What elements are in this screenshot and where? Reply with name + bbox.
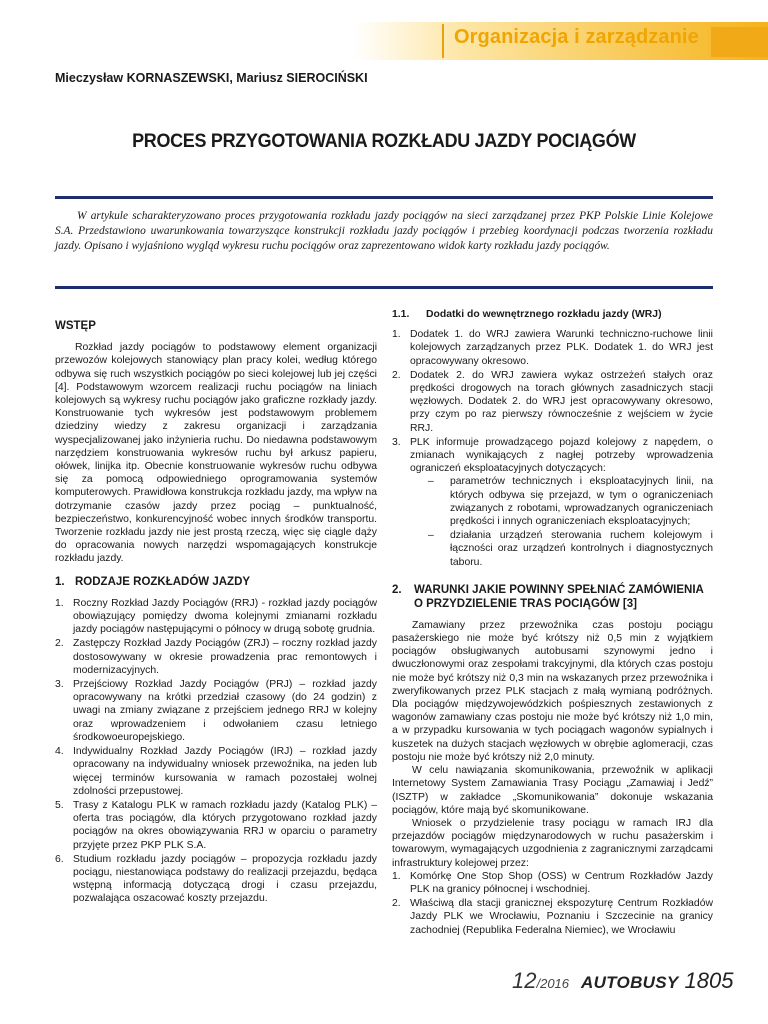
list-item <box>392 328 713 368</box>
section2-heading <box>392 583 713 611</box>
list-text: Przejściowy Rozkład Jazdy Pociągów (PRJ) – rozkład jazdy opracowywany na krótki przedział czasowy (do 24 godzin) z uwagi na zmiany związane z przejściem jednego RRJ w kolejny oraz wprowadzeniem i odwołaniem czasu letniego środkowoeuropejskiego. <box>73 679 377 743</box>
intro-heading: WSTĘP <box>55 320 96 332</box>
list-number: 1. <box>392 329 401 341</box>
right-column <box>392 308 713 938</box>
list-text: Roczny Rozkład Jazdy Pociągów (RRJ) - rozkład jazdy pociągów obowiązujący pomiędzy dwoma kolejnymi zmianami rozkładu jazdy pociągów następującymi o północy w drugą sobotę grudnia. <box>73 597 377 636</box>
issue-year: /2016 <box>536 976 570 991</box>
oss-list <box>392 870 713 937</box>
dash-text: działania urządzeń sterowania ruchem kolejowym i łączności oraz urządzeń kontrolnych i diagnostycznych taboru. <box>450 530 713 568</box>
body-paragraph: W celu nawiązania skomunikowania, przewoźnik w aplikacji Internetowy System Zamawiania Trasy Pociągu „Zamawiaj i Jedź” (ISZTP) w zakładce „Skomunikowania” dokonuje wskazania pociągów, które mają być skomunikowane. <box>392 765 713 816</box>
section-title: Organizacja i zarządzanie <box>454 26 699 48</box>
dash-item <box>428 475 713 528</box>
abstract-top-rule <box>55 196 713 199</box>
list-number: 1. <box>392 870 401 882</box>
list-number: 3. <box>55 679 64 691</box>
schedule-types-list <box>55 597 377 906</box>
dash-marker: – <box>428 476 434 488</box>
list-number: 2. <box>55 638 64 650</box>
article-title: PROCES PRZYGOTOWANIA ROZKŁADU JAZDY POCIĄGÓW <box>132 130 636 152</box>
issue-number: 12 <box>512 968 537 993</box>
list-item <box>392 369 713 435</box>
abstract-bottom-rule <box>55 286 713 289</box>
abstract: W artykule scharakteryzowano proces przygotowania rozkładu jazdy pociągów na sieci zarządzanej przez PKP Polskie Linie Kolejowe S.A. Przedstawiono uwarunkowania towarzyszące konstrukcji rozkładu jazdy pociągów i przebieg koordynacji podczas tworzenia rozkładu jazdy. Opisano i wyjaśniono wygląd wykresu ruchu pociągów oraz zaprezentowano widok karty rozkładu jazdy pociągów. <box>55 210 713 252</box>
section2-number: 2. <box>392 583 402 596</box>
restrictions-list <box>410 475 713 568</box>
list-text: Indywidualny Rozkład Jazdy Pociągów (IRJ) – rozkład jazdy opracowany na indywidualny wniosek przewoźnika, na jeden lub więcej terminów kursowania w ramach pozostałej wolnej zdolności przepustowej. <box>73 746 377 797</box>
list-item <box>55 745 377 798</box>
magazine-name: AUTOBUSY <box>581 973 679 992</box>
list-number: 1. <box>55 597 64 609</box>
subsection-number: 1.1. <box>392 309 410 320</box>
intro-paragraph: Rozkład jazdy pociągów to podstawowy element organizacji przewozów kolejowych stanowiący plan pracy kolei, według którego odbywa się ruch wszystkich pociągów po sieci kolejowej lub jej części [4]. Podstawowym wzorcem realizacji ruchu pociągów na liniach kolejowych są wykresy ruchu pociągów jako graficzne rozkłady jazdy. Konstruowanie tych wykresów jest podstawowym problemem dziedziny wiedzy z zakresu organizacji i zarządzania wyspecjalizowanej jako inżynieria ruchu. Do niedawna podstawowym narzędziem konstruowania wykresów ruchu był arkusz papieru, ołówek, linijka itp. Obecnie konstruowanie wykresów ruchu odbywa się za pomocą odpowiedniego oprogramowania systemów komputerowych. Prawidłowa konstrukcja rozkładu jazdy, ma wpływ na dotrzymanie czasów jazdy przez pociąg – punktualność, bezpieczeństwo, konkurencyjność wobec innych środków transportu. Tworzenie rozkładu jazdy nie jest prostą rzeczą, więc się ciągle dąży do opracowania nowych narzędzi wspomagających konstrukcje rozkładu jazdy. <box>55 342 377 565</box>
section2-title: WARUNKI JAKIE POWINNY SPEŁNIAĆ ZAMÓWIENIA O PRZYDZIELENIE TRAS POCIĄGÓW [3] <box>414 583 704 610</box>
section1-number: 1. <box>55 575 65 588</box>
list-number: 2. <box>392 898 401 910</box>
appendices-list <box>392 328 713 569</box>
list-text: Komórkę One Stop Shop (OSS) w Centrum Rozkładów Jazdy PLK na granicy północnej i wschodniej. <box>410 870 713 895</box>
body-paragraph: Zamawiany przez przewoźnika czas postoju pociągu pasażerskiego nie może być krótszy niż 0,5 min z wyjątkiem pociągów obsługiwanych autobusami szynowymi jedno i dwuczłonowymi oraz zespołami trakcyjnymi, dla których czas postoju nie może być krótszy niż 0,3 min na wskazanych przez przewoźnika i zweryfikowanych przez PLK stacjach z małą wymianą podróżnych. Dla pociągów międzywojewódzkich pośpiesznych zestawionych z wagonów zamawiany czas postoju nie może być krótszy niż 1,0 min, a w przypadku kursowania w tych pociągach wagonów sypialnych i kuszetek na dużych stacjach węzłowych w obrębie aglomeracji, czas postoju nie może być krótszy niż 2,0 minuty. <box>392 619 713 763</box>
dash-marker: – <box>428 530 434 542</box>
page-footer <box>512 968 733 998</box>
list-text: Trasy z Katalogu PLK w ramach rozkładu jazdy (Katalog PLK) – oferta tras pociągów, dla których przygotowano rozkład jazdy pociągów na okres obowiązywania RRJ w oparciu o parametry przyjęte przez PKP PLK S.A. <box>73 799 377 851</box>
section1-title: RODZAJE ROZKŁADÓW JAZDY <box>75 575 251 588</box>
dash-text: parametrów technicznych i eksploatacyjnych linii, na których odbywa się przejazd, w tym o ograniczeniach związanych z robotami, wprowadzanych ograniczeniach prędkości i innych ograniczeniach eksploatacyjnych; <box>450 476 713 528</box>
list-item <box>392 870 713 896</box>
list-text: Dodatek 2. do WRJ zawiera wykaz ostrzeżeń stałych oraz prędkości drogowych na torach głównych zasadniczych stacji węzłowych. Dodatek 2. do WRJ jest opracowywany okresowo, przy czym po raz pierwszy równocześnie z wejściem w życie RRJ. <box>410 369 713 434</box>
body-paragraph: Wniosek o przydzielenie trasy pociągu w ramach IRJ dla przejazdów pociągów międzynarodowych w ruchu pasażerskim i towarowym, wymagających uzgodnienia z zagranicznymi zarządcami infrastruktury kolejowej przez: <box>392 817 713 869</box>
list-text: PLK informuje prowadzącego pojazd kolejowy z napędem, o zmianach wynikających z nagłej potrzeby wprowadzenia ograniczeń eksploatacyjnych dotyczących: <box>410 436 713 475</box>
authors: Mieczysław KORNASZEWSKI, Mariusz SIEROCIŃSKI <box>55 71 368 85</box>
list-number: 4. <box>55 746 64 758</box>
list-text: Właściwą dla stacji granicznej ekspozyturę Centrum Rozkładów Jazdy PLK we Wrocławiu, Poznaniu i Szczecinie na granicy zachodniej (Republika Federalna Niemiec), we Wrocławiu <box>410 898 713 936</box>
list-text: Dodatek 1. do WRJ zawiera Warunki techniczno-ruchowe linii kolejowych zarządzanych przez PLK. Dodatek 1. do WRJ jest opracowywany okresowo. <box>410 329 713 367</box>
list-item <box>392 436 713 569</box>
list-number: 5. <box>55 799 64 811</box>
subsection-heading <box>392 308 713 321</box>
dash-item <box>428 529 713 569</box>
section1-heading <box>55 576 377 589</box>
list-item <box>55 853 377 906</box>
list-item <box>55 637 377 677</box>
left-column <box>55 308 377 907</box>
header-divider <box>442 24 444 58</box>
list-number: 3. <box>392 436 401 448</box>
header-accent-block <box>711 27 768 57</box>
page-number: 1805 <box>684 968 734 993</box>
list-text: Studium rozkładu jazdy pociągów – propozycja rozkładu jazdy pociągu, niestanowiąca podstawy do realizacji przejazdu, będąca wstępną informacją dotyczącą drogi i czasu przejazdu, pozwalająca oszacować koszty przejazdu. <box>73 853 377 905</box>
list-number: 2. <box>392 369 401 381</box>
subsection-title: Dodatki do wewnętrznego rozkładu jazdy (WRJ) <box>426 309 662 320</box>
list-text: Zastępczy Rozkład Jazdy Pociągów (ZRJ) – roczny rozkład jazdy dostosowywany w okresie prowadzenia prac remontowych i modernizacyjnych. <box>73 638 377 676</box>
list-item <box>55 597 377 637</box>
list-item <box>392 897 713 937</box>
list-number: 6. <box>55 853 64 865</box>
list-item <box>55 799 377 852</box>
list-item <box>55 678 377 744</box>
